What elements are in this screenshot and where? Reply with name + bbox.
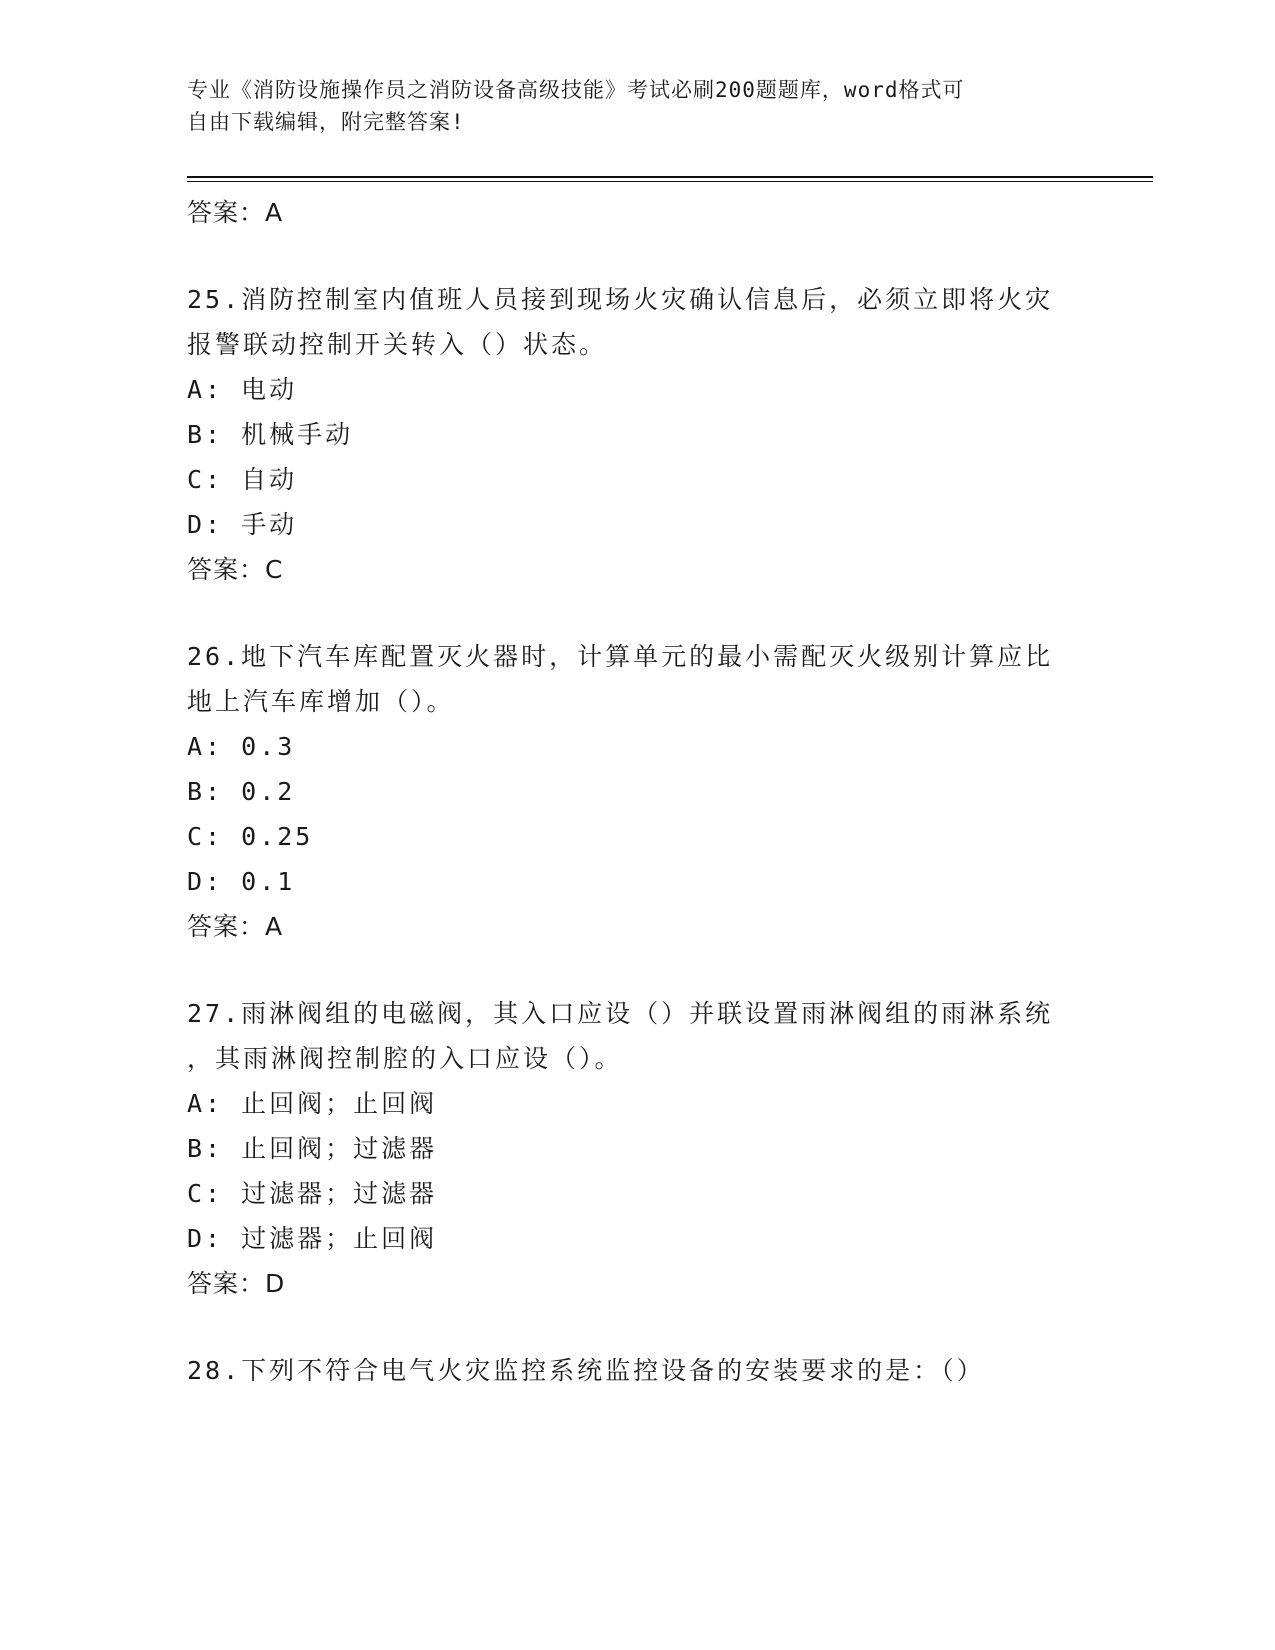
option-d: D: 0.1 (187, 867, 296, 896)
question-28 (187, 1348, 1067, 1393)
question-25 (187, 277, 1067, 592)
previous-answer: 答案：A (187, 198, 284, 227)
question-26 (187, 634, 1067, 949)
option-b: B: 止回阀；过滤器 (187, 1134, 438, 1163)
question-list (187, 190, 1067, 1393)
question-stem (187, 991, 1067, 1081)
header-rule-thin (187, 181, 1153, 182)
question-stem-line-2: 报警联动控制开关转入（）状态。 (187, 330, 608, 359)
option-d: D: 手动 (187, 510, 298, 539)
answer: 答案：D (187, 1269, 286, 1298)
question-stem-line-1: 25.消防控制室内值班人员接到现场火灾确认信息后，必须立即将火灾 (187, 285, 1054, 314)
question-stem (187, 1348, 1067, 1393)
header-rule-thick (187, 176, 1153, 178)
header-line-1: 专业《消防设施操作员之消防设备高级技能》考试必刷200题题库，word格式可 (187, 78, 965, 102)
document-header (187, 74, 1067, 138)
option-b: B: 机械手动 (187, 420, 354, 449)
option-d: D: 过滤器；止回阀 (187, 1224, 438, 1253)
option-a: A: 止回阀；止回阀 (187, 1089, 438, 1118)
option-b: B: 0.2 (187, 777, 296, 806)
question-stem-line-2: ，其雨淋阀控制腔的入口应设（）。 (187, 1044, 623, 1073)
question-stem (187, 277, 1067, 367)
header-line-2: 自由下载编辑，附完整答案! (187, 110, 465, 134)
answer: 答案：A (187, 912, 284, 941)
question-27 (187, 991, 1067, 1306)
option-c: C: 过滤器；过滤器 (187, 1179, 438, 1208)
option-c: C: 自动 (187, 465, 298, 494)
option-a: A: 电动 (187, 375, 298, 404)
answer: 答案：C (187, 555, 284, 584)
question-stem-line-1: 28.下列不符合电气火灾监控系统监控设备的安装要求的是：（） (187, 1356, 985, 1385)
question-stem-line-2: 地上汽车库增加（）。 (187, 687, 455, 716)
question-stem-line-1: 27.雨淋阀组的电磁阀，其入口应设（）并联设置雨淋阀组的雨淋系统 (187, 999, 1054, 1028)
question-stem (187, 634, 1067, 724)
option-c: C: 0.25 (187, 822, 314, 851)
option-a: A: 0.3 (187, 732, 296, 761)
question-stem-line-1: 26.地下汽车库配置灭火器时，计算单元的最小需配灭火级别计算应比 (187, 642, 1054, 671)
